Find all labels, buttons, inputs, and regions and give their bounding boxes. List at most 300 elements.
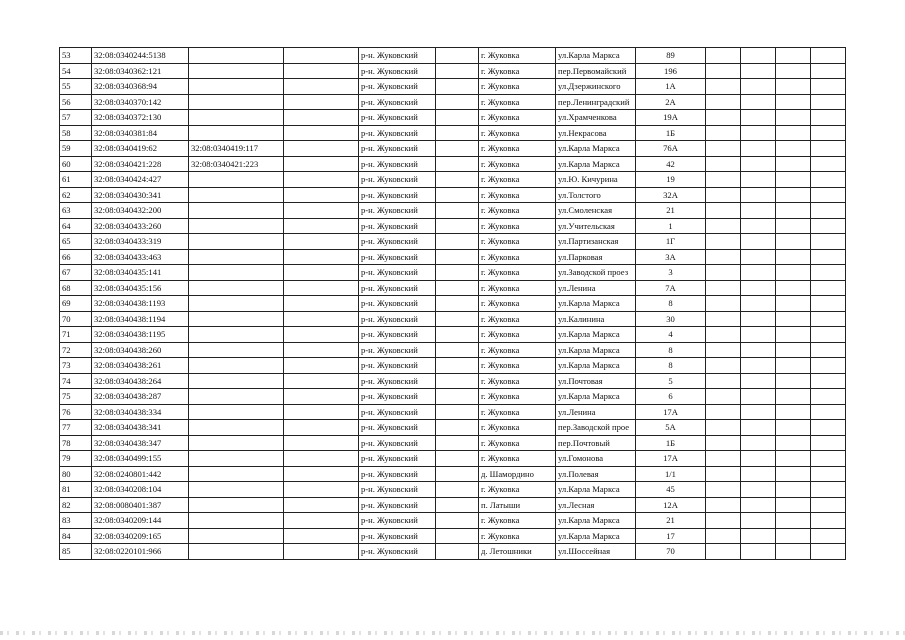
- cadastral-number-cell: 32:08:0340438:287: [92, 389, 189, 405]
- row-number-cell: 67: [60, 265, 92, 281]
- cadastral-number-cell: 32:08:0340368:94: [92, 79, 189, 95]
- district-cell: р-н. Жуковский: [359, 528, 436, 544]
- empty-cell: [284, 404, 359, 420]
- cadastral-number-cell: 32:08:0340370:142: [92, 94, 189, 110]
- empty-cell: [811, 404, 846, 420]
- house-number-cell: 70: [636, 544, 706, 560]
- row-number-cell: 85: [60, 544, 92, 560]
- house-number-cell: 42: [636, 156, 706, 172]
- street-cell: ул.Шоссейная: [556, 544, 636, 560]
- district-cell: р-н. Жуковский: [359, 156, 436, 172]
- empty-cell: [436, 327, 479, 343]
- empty-cell: [706, 528, 741, 544]
- empty-cell: [811, 249, 846, 265]
- empty-cell: [284, 482, 359, 498]
- house-number-cell: 17: [636, 528, 706, 544]
- empty-cell: [706, 311, 741, 327]
- locality-cell: г. Жуковка: [479, 141, 556, 157]
- locality-cell: г. Жуковка: [479, 327, 556, 343]
- locality-cell: г. Жуковка: [479, 110, 556, 126]
- related-cadastral-number-cell: [189, 79, 284, 95]
- empty-cell: [284, 141, 359, 157]
- empty-cell: [811, 265, 846, 281]
- empty-cell: [741, 466, 776, 482]
- empty-cell: [811, 420, 846, 436]
- empty-cell: [741, 249, 776, 265]
- empty-cell: [811, 125, 846, 141]
- street-cell: ул.Ленина: [556, 280, 636, 296]
- empty-cell: [811, 141, 846, 157]
- empty-cell: [776, 513, 811, 529]
- empty-cell: [741, 327, 776, 343]
- house-number-cell: 21: [636, 513, 706, 529]
- district-cell: р-н. Жуковский: [359, 373, 436, 389]
- district-cell: р-н. Жуковский: [359, 296, 436, 312]
- cadastral-number-cell: 32:08:0340435:141: [92, 265, 189, 281]
- house-number-cell: 1: [636, 218, 706, 234]
- empty-cell: [776, 435, 811, 451]
- house-number-cell: 17А: [636, 451, 706, 467]
- empty-cell: [284, 435, 359, 451]
- empty-cell: [436, 373, 479, 389]
- district-cell: р-н. Жуковский: [359, 141, 436, 157]
- empty-cell: [436, 389, 479, 405]
- empty-cell: [284, 358, 359, 374]
- cadastral-number-cell: 32:08:0340362:121: [92, 63, 189, 79]
- empty-cell: [436, 466, 479, 482]
- locality-cell: г. Жуковка: [479, 342, 556, 358]
- empty-cell: [706, 79, 741, 95]
- table-row: [60, 311, 846, 327]
- row-number-cell: 75: [60, 389, 92, 405]
- street-cell: ул.Некрасова: [556, 125, 636, 141]
- empty-cell: [776, 156, 811, 172]
- district-cell: р-н. Жуковский: [359, 404, 436, 420]
- empty-cell: [741, 79, 776, 95]
- house-number-cell: 1Г: [636, 234, 706, 250]
- cadastral-number-cell: 32:08:0220101:966: [92, 544, 189, 560]
- related-cadastral-number-cell: [189, 466, 284, 482]
- street-cell: ул.Карла Маркса: [556, 342, 636, 358]
- empty-cell: [811, 280, 846, 296]
- street-cell: ул.Карла Маркса: [556, 156, 636, 172]
- row-number-cell: 66: [60, 249, 92, 265]
- row-number-cell: 69: [60, 296, 92, 312]
- cadastral-number-cell: 32:08:0340424:427: [92, 172, 189, 188]
- street-cell: ул.Карла Маркса: [556, 48, 636, 64]
- empty-cell: [776, 528, 811, 544]
- related-cadastral-number-cell: [189, 373, 284, 389]
- empty-cell: [706, 234, 741, 250]
- district-cell: р-н. Жуковский: [359, 187, 436, 203]
- street-cell: пер.Первомайский: [556, 63, 636, 79]
- empty-cell: [436, 435, 479, 451]
- empty-cell: [741, 172, 776, 188]
- street-cell: ул.Карла Маркса: [556, 389, 636, 405]
- street-cell: ул.Ю. Кичурина: [556, 172, 636, 188]
- empty-cell: [811, 218, 846, 234]
- table-row: [60, 466, 846, 482]
- street-cell: ул.Гомонова: [556, 451, 636, 467]
- related-cadastral-number-cell: [189, 420, 284, 436]
- row-number-cell: 54: [60, 63, 92, 79]
- cadastral-number-cell: 32:08:0340433:319: [92, 234, 189, 250]
- empty-cell: [436, 218, 479, 234]
- street-cell: ул.Карла Маркса: [556, 296, 636, 312]
- locality-cell: д. Шамордино: [479, 466, 556, 482]
- empty-cell: [284, 466, 359, 482]
- row-number-cell: 61: [60, 172, 92, 188]
- row-number-cell: 83: [60, 513, 92, 529]
- locality-cell: п. Латыши: [479, 497, 556, 513]
- related-cadastral-number-cell: [189, 110, 284, 126]
- empty-cell: [284, 544, 359, 560]
- empty-cell: [741, 528, 776, 544]
- empty-cell: [284, 156, 359, 172]
- cadastral-number-cell: 32:08:0340381:84: [92, 125, 189, 141]
- district-cell: р-н. Жуковский: [359, 280, 436, 296]
- empty-cell: [436, 234, 479, 250]
- row-number-cell: 64: [60, 218, 92, 234]
- empty-cell: [741, 513, 776, 529]
- related-cadastral-number-cell: 32:08:0340419:117: [189, 141, 284, 157]
- empty-cell: [811, 187, 846, 203]
- table-row: [60, 327, 846, 343]
- street-cell: ул.Почтовая: [556, 373, 636, 389]
- empty-cell: [741, 435, 776, 451]
- row-number-cell: 73: [60, 358, 92, 374]
- empty-cell: [776, 141, 811, 157]
- district-cell: р-н. Жуковский: [359, 482, 436, 498]
- district-cell: р-н. Жуковский: [359, 327, 436, 343]
- table-row: [60, 79, 846, 95]
- empty-cell: [706, 497, 741, 513]
- empty-cell: [284, 249, 359, 265]
- empty-cell: [284, 342, 359, 358]
- locality-cell: г. Жуковка: [479, 187, 556, 203]
- empty-cell: [706, 544, 741, 560]
- cadastral-number-cell: 32:08:0340435:156: [92, 280, 189, 296]
- locality-cell: г. Жуковка: [479, 373, 556, 389]
- related-cadastral-number-cell: [189, 172, 284, 188]
- cadastral-number-cell: 32:08:0080401:387: [92, 497, 189, 513]
- row-number-cell: 80: [60, 466, 92, 482]
- locality-cell: г. Жуковка: [479, 420, 556, 436]
- empty-cell: [436, 311, 479, 327]
- empty-cell: [776, 311, 811, 327]
- empty-cell: [706, 358, 741, 374]
- street-cell: ул.Карла Маркса: [556, 513, 636, 529]
- street-cell: ул.Ленина: [556, 404, 636, 420]
- cadastral-number-cell: 32:08:0340438:334: [92, 404, 189, 420]
- house-number-cell: 30: [636, 311, 706, 327]
- locality-cell: г. Жуковка: [479, 435, 556, 451]
- empty-cell: [741, 420, 776, 436]
- empty-cell: [811, 389, 846, 405]
- locality-cell: г. Жуковка: [479, 249, 556, 265]
- locality-cell: г. Жуковка: [479, 280, 556, 296]
- empty-cell: [741, 265, 776, 281]
- table-row: [60, 296, 846, 312]
- row-number-cell: 55: [60, 79, 92, 95]
- house-number-cell: 89: [636, 48, 706, 64]
- district-cell: р-н. Жуковский: [359, 466, 436, 482]
- cadastral-number-cell: 32:08:0340419:62: [92, 141, 189, 157]
- table-row: [60, 280, 846, 296]
- related-cadastral-number-cell: [189, 94, 284, 110]
- house-number-cell: 4: [636, 327, 706, 343]
- empty-cell: [284, 296, 359, 312]
- house-number-cell: 76А: [636, 141, 706, 157]
- related-cadastral-number-cell: [189, 358, 284, 374]
- empty-cell: [284, 172, 359, 188]
- locality-cell: г. Жуковка: [479, 156, 556, 172]
- related-cadastral-number-cell: [189, 451, 284, 467]
- house-number-cell: 17А: [636, 404, 706, 420]
- empty-cell: [776, 404, 811, 420]
- empty-cell: [776, 218, 811, 234]
- empty-cell: [776, 451, 811, 467]
- locality-cell: г. Жуковка: [479, 404, 556, 420]
- street-cell: ул.Карла Маркса: [556, 358, 636, 374]
- empty-cell: [284, 497, 359, 513]
- empty-cell: [706, 265, 741, 281]
- empty-cell: [741, 125, 776, 141]
- empty-cell: [811, 94, 846, 110]
- empty-cell: [776, 497, 811, 513]
- row-number-cell: 53: [60, 48, 92, 64]
- district-cell: р-н. Жуковский: [359, 358, 436, 374]
- cadastral-number-cell: 32:08:0340438:1195: [92, 327, 189, 343]
- empty-cell: [284, 203, 359, 219]
- empty-cell: [776, 172, 811, 188]
- empty-cell: [776, 420, 811, 436]
- related-cadastral-number-cell: [189, 404, 284, 420]
- house-number-cell: 1Б: [636, 435, 706, 451]
- table-row: [60, 497, 846, 513]
- district-cell: р-н. Жуковский: [359, 234, 436, 250]
- empty-cell: [706, 94, 741, 110]
- row-number-cell: 59: [60, 141, 92, 157]
- locality-cell: г. Жуковка: [479, 63, 556, 79]
- row-number-cell: 82: [60, 497, 92, 513]
- empty-cell: [741, 497, 776, 513]
- table-row: [60, 234, 846, 250]
- table-row: [60, 141, 846, 157]
- house-number-cell: 2А: [636, 94, 706, 110]
- district-cell: р-н. Жуковский: [359, 265, 436, 281]
- district-cell: р-н. Жуковский: [359, 203, 436, 219]
- empty-cell: [436, 79, 479, 95]
- table-row: [60, 187, 846, 203]
- empty-cell: [741, 94, 776, 110]
- empty-cell: [706, 110, 741, 126]
- empty-cell: [706, 280, 741, 296]
- empty-cell: [776, 342, 811, 358]
- empty-cell: [776, 94, 811, 110]
- empty-cell: [811, 172, 846, 188]
- cadastral-number-cell: 32:08:0340438:260: [92, 342, 189, 358]
- cadastral-number-cell: 32:08:0340430:341: [92, 187, 189, 203]
- table-row: [60, 218, 846, 234]
- house-number-cell: 19: [636, 172, 706, 188]
- empty-cell: [284, 48, 359, 64]
- row-number-cell: 81: [60, 482, 92, 498]
- street-cell: ул.Парковая: [556, 249, 636, 265]
- locality-cell: г. Жуковка: [479, 296, 556, 312]
- empty-cell: [284, 110, 359, 126]
- house-number-cell: 8: [636, 296, 706, 312]
- cadastral-number-cell: 32:08:0340209:144: [92, 513, 189, 529]
- related-cadastral-number-cell: [189, 280, 284, 296]
- empty-cell: [706, 187, 741, 203]
- empty-cell: [436, 125, 479, 141]
- empty-cell: [706, 48, 741, 64]
- empty-cell: [741, 141, 776, 157]
- empty-cell: [706, 373, 741, 389]
- street-cell: ул.Смоленская: [556, 203, 636, 219]
- row-number-cell: 76: [60, 404, 92, 420]
- cadastral-number-cell: 32:08:0340438:261: [92, 358, 189, 374]
- row-number-cell: 79: [60, 451, 92, 467]
- related-cadastral-number-cell: [189, 389, 284, 405]
- table-row: [60, 513, 846, 529]
- cadastral-number-cell: 32:08:0340438:347: [92, 435, 189, 451]
- cadastral-number-cell: 32:08:0340209:165: [92, 528, 189, 544]
- table-row: [60, 94, 846, 110]
- empty-cell: [706, 435, 741, 451]
- street-cell: ул.Храмченкова: [556, 110, 636, 126]
- empty-cell: [436, 187, 479, 203]
- house-number-cell: 3А: [636, 249, 706, 265]
- row-number-cell: 84: [60, 528, 92, 544]
- empty-cell: [436, 94, 479, 110]
- street-cell: ул.Карла Маркса: [556, 482, 636, 498]
- house-number-cell: 1А: [636, 79, 706, 95]
- empty-cell: [741, 373, 776, 389]
- empty-cell: [284, 528, 359, 544]
- empty-cell: [284, 79, 359, 95]
- district-cell: р-н. Жуковский: [359, 249, 436, 265]
- row-number-cell: 74: [60, 373, 92, 389]
- table-row: [60, 389, 846, 405]
- empty-cell: [811, 435, 846, 451]
- district-cell: р-н. Жуковский: [359, 110, 436, 126]
- cadastral-number-cell: 32:08:0340438:1194: [92, 311, 189, 327]
- table-row: [60, 420, 846, 436]
- empty-cell: [436, 249, 479, 265]
- table-row: [60, 482, 846, 498]
- locality-cell: г. Жуковка: [479, 48, 556, 64]
- empty-cell: [776, 48, 811, 64]
- related-cadastral-number-cell: [189, 544, 284, 560]
- empty-cell: [811, 327, 846, 343]
- district-cell: р-н. Жуковский: [359, 94, 436, 110]
- empty-cell: [706, 125, 741, 141]
- cadastral-number-cell: 32:08:0340433:463: [92, 249, 189, 265]
- empty-cell: [776, 125, 811, 141]
- empty-cell: [741, 544, 776, 560]
- locality-cell: г. Жуковка: [479, 218, 556, 234]
- locality-cell: г. Жуковка: [479, 172, 556, 188]
- district-cell: р-н. Жуковский: [359, 544, 436, 560]
- table-row: [60, 373, 846, 389]
- related-cadastral-number-cell: [189, 48, 284, 64]
- empty-cell: [811, 497, 846, 513]
- district-cell: р-н. Жуковский: [359, 63, 436, 79]
- empty-cell: [811, 48, 846, 64]
- empty-cell: [776, 482, 811, 498]
- street-cell: ул.Учительская: [556, 218, 636, 234]
- locality-cell: г. Жуковка: [479, 513, 556, 529]
- empty-cell: [811, 513, 846, 529]
- locality-cell: г. Жуковка: [479, 311, 556, 327]
- house-number-cell: 19А: [636, 110, 706, 126]
- empty-cell: [706, 156, 741, 172]
- empty-cell: [706, 420, 741, 436]
- empty-cell: [811, 358, 846, 374]
- related-cadastral-number-cell: 32:08:0340421:223: [189, 156, 284, 172]
- row-number-cell: 71: [60, 327, 92, 343]
- empty-cell: [706, 404, 741, 420]
- row-number-cell: 60: [60, 156, 92, 172]
- empty-cell: [436, 497, 479, 513]
- empty-cell: [741, 203, 776, 219]
- related-cadastral-number-cell: [189, 528, 284, 544]
- related-cadastral-number-cell: [189, 327, 284, 343]
- locality-cell: г. Жуковка: [479, 94, 556, 110]
- empty-cell: [284, 311, 359, 327]
- empty-cell: [741, 296, 776, 312]
- empty-cell: [436, 141, 479, 157]
- street-cell: ул.Партизанская: [556, 234, 636, 250]
- cadastral-number-cell: 32:08:0340372:130: [92, 110, 189, 126]
- district-cell: р-н. Жуковский: [359, 125, 436, 141]
- cadastral-number-cell: 32:08:0340244:5138: [92, 48, 189, 64]
- related-cadastral-number-cell: [189, 203, 284, 219]
- empty-cell: [436, 203, 479, 219]
- table-row: [60, 358, 846, 374]
- locality-cell: д. Летошники: [479, 544, 556, 560]
- empty-cell: [741, 110, 776, 126]
- empty-cell: [811, 528, 846, 544]
- empty-cell: [284, 280, 359, 296]
- related-cadastral-number-cell: [189, 513, 284, 529]
- empty-cell: [811, 234, 846, 250]
- district-cell: р-н. Жуковский: [359, 420, 436, 436]
- related-cadastral-number-cell: [189, 435, 284, 451]
- empty-cell: [776, 203, 811, 219]
- empty-cell: [284, 389, 359, 405]
- empty-cell: [436, 265, 479, 281]
- street-cell: пер.Заводской прое: [556, 420, 636, 436]
- related-cadastral-number-cell: [189, 249, 284, 265]
- district-cell: р-н. Жуковский: [359, 389, 436, 405]
- district-cell: р-н. Жуковский: [359, 513, 436, 529]
- house-number-cell: 1Б: [636, 125, 706, 141]
- row-number-cell: 58: [60, 125, 92, 141]
- table-row: [60, 110, 846, 126]
- house-number-cell: 6: [636, 389, 706, 405]
- table-row: [60, 125, 846, 141]
- empty-cell: [706, 203, 741, 219]
- empty-cell: [776, 79, 811, 95]
- table-row: [60, 203, 846, 219]
- district-cell: р-н. Жуковский: [359, 218, 436, 234]
- empty-cell: [741, 218, 776, 234]
- empty-cell: [811, 466, 846, 482]
- street-cell: пер.Почтовый: [556, 435, 636, 451]
